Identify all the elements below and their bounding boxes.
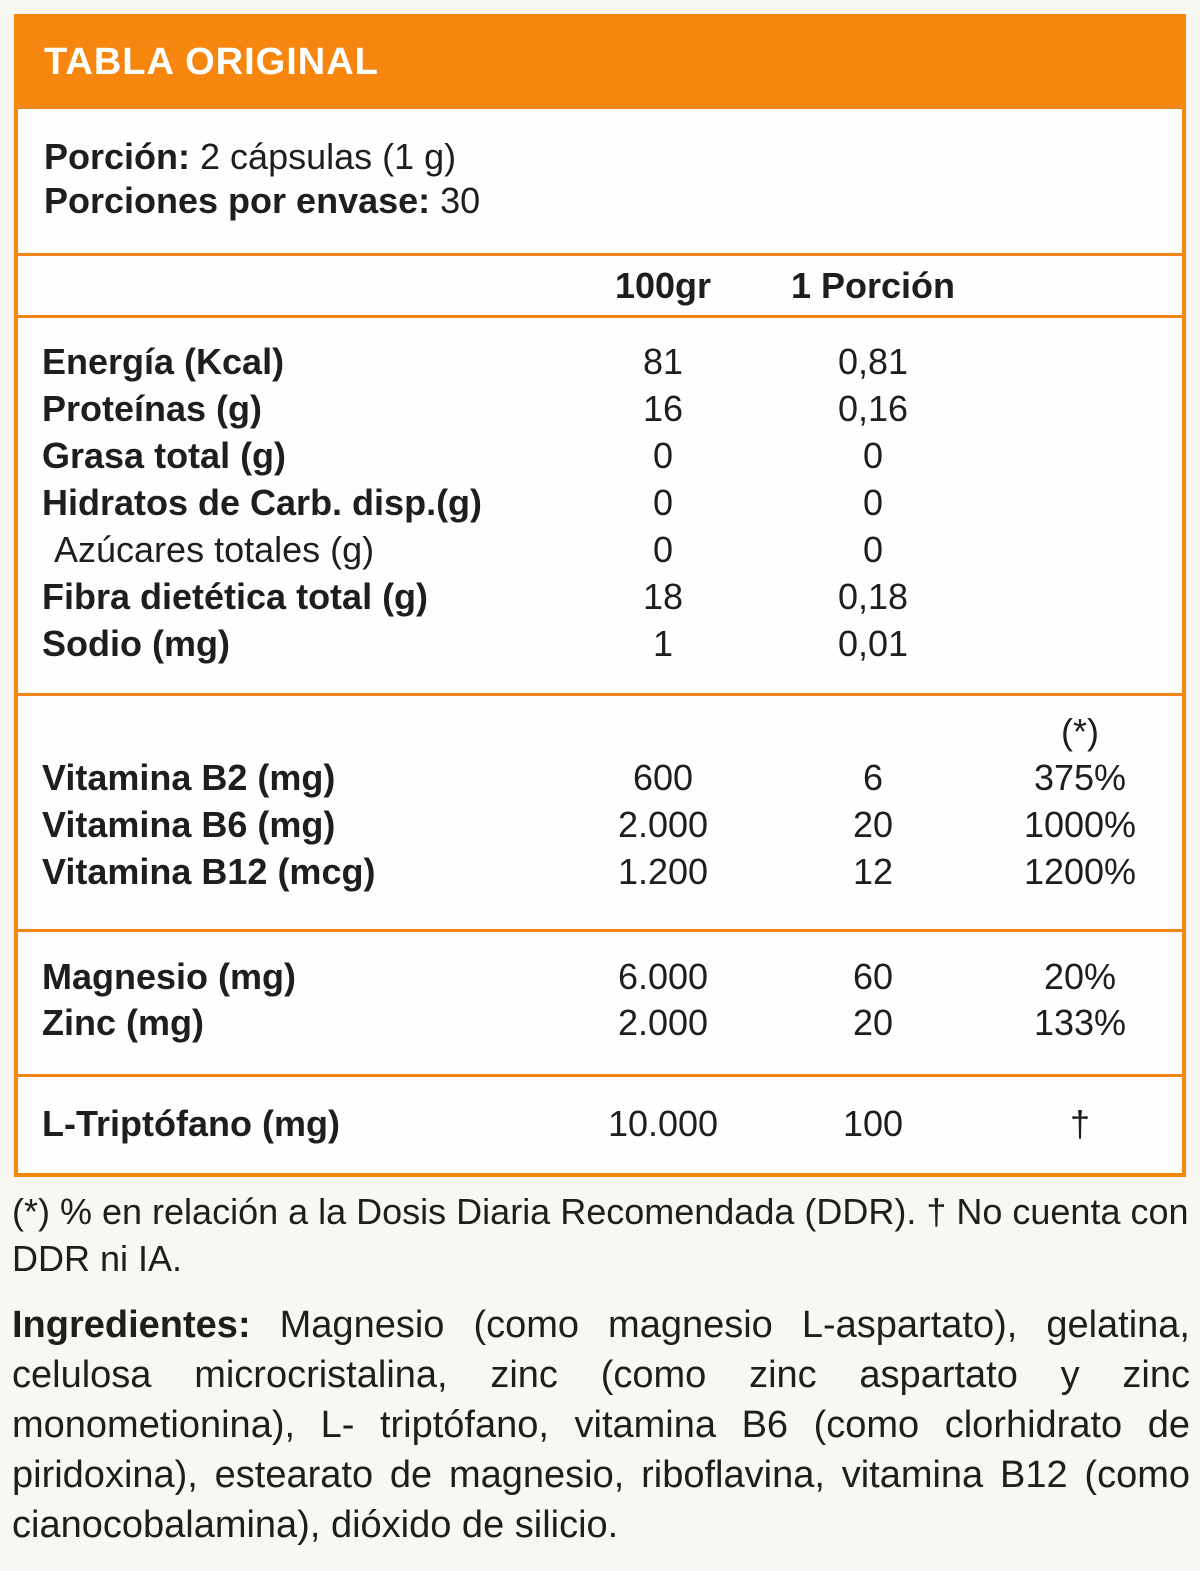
value-100g: 600: [632, 756, 694, 798]
ingredients-paragraph: [12, 1300, 1190, 1550]
value-percent: 133%: [1033, 1002, 1127, 1043]
column-header-portion: 1 Porción: [790, 264, 956, 306]
nutrient-label: Fibra dietética total (g): [42, 575, 429, 617]
vitamins-section: [18, 693, 1182, 929]
value-100g: 10.000: [607, 1103, 719, 1144]
value-percent: 1000%: [1023, 803, 1137, 845]
table-row: [18, 754, 1182, 801]
value-percent: 20%: [1043, 956, 1117, 997]
amino-section: [18, 1074, 1182, 1173]
amino-label: L-Triptófano (mg): [42, 1103, 340, 1144]
table-row: [18, 479, 1182, 526]
value-portion: 0,01: [837, 622, 909, 664]
nutrient-label: Proteínas (g): [42, 387, 263, 429]
value-portion: 0,18: [837, 575, 909, 617]
serving-section: [18, 106, 1182, 253]
nutrient-label: Sodio (mg): [42, 622, 230, 664]
nutrition-table: [14, 14, 1186, 1177]
vitamin-label: Vitamina B6 (mg): [42, 803, 336, 845]
value-percent: 1200%: [1023, 850, 1137, 892]
column-header-100g: 100gr: [614, 264, 712, 306]
servings-label: Porciones por envase:: [44, 180, 431, 221]
table-row: [18, 801, 1182, 848]
value-100g: 18: [642, 575, 684, 617]
table-row: [18, 573, 1182, 620]
value-portion: 12: [852, 850, 894, 892]
value-portion: 0: [862, 434, 884, 476]
value-100g: 2.000: [617, 1002, 709, 1043]
ddr-marker: (*): [1061, 711, 1099, 752]
servings-value: 30: [430, 180, 481, 221]
nutrient-label: Energía (Kcal): [42, 340, 285, 382]
value-100g: 6.000: [617, 956, 709, 997]
table-title-bar: [18, 18, 1182, 106]
value-portion: 0,81: [837, 340, 909, 382]
vitamin-label: Vitamina B12 (mcg): [42, 850, 376, 892]
ddr-marker-row: [18, 710, 1182, 754]
portion-value: 2 cápsulas (1 g): [190, 136, 457, 177]
table-title: TABLA ORIGINAL: [44, 40, 379, 83]
nutrient-label-sub: Azúcares totales (g): [54, 528, 375, 570]
table-row: [18, 620, 1182, 667]
portion-label: Porción:: [44, 136, 191, 177]
value-portion: 100: [842, 1103, 904, 1144]
ingredients-label: Ingredientes:: [12, 1304, 251, 1346]
value-portion: 20: [852, 803, 894, 845]
value-percent: 375%: [1033, 756, 1127, 798]
value-portion: 6: [862, 756, 884, 798]
vitamin-label: Vitamina B2 (mg): [42, 756, 336, 798]
value-100g: 0: [652, 528, 674, 570]
table-row: [18, 954, 1182, 1000]
nutrient-label: Hidratos de Carb. disp.(g): [42, 481, 483, 523]
table-row: [18, 1000, 1182, 1046]
mineral-label: Magnesio (mg): [42, 956, 297, 997]
nutrient-label: Grasa total (g): [42, 434, 287, 476]
table-row: [18, 526, 1182, 573]
value-100g: 2.000: [617, 803, 709, 845]
value-portion: 60: [852, 956, 894, 997]
value-portion: 20: [852, 1002, 894, 1043]
value-portion: 0,16: [837, 387, 909, 429]
servings-line: [44, 179, 1182, 223]
ddr-footnote: (*) % en relación a la Dosis Diaria Recomendada (DDR). † No cuenta con DDR ni IA.: [12, 1191, 1189, 1279]
value-100g: 81: [642, 340, 684, 382]
table-row: [18, 338, 1182, 385]
ingredients-text: Magnesio (como magnesio L-aspartato), gelatina, celulosa microcristalina, zinc (como zinc aspartato y zinc monometionina), L- triptófano, vitamina B6 (como clorhidrato de piridoxina), estearato de magnesio, riboflavina, vitamina B12 (como cianocobalamina), dióxido de silicio.: [12, 1304, 1190, 1546]
table-row: [18, 385, 1182, 432]
nutrients-section: [18, 315, 1182, 693]
value-100g: 1.200: [617, 850, 709, 892]
table-row: [18, 1101, 1182, 1147]
mineral-label: Zinc (mg): [42, 1002, 204, 1043]
value-100g: 0: [652, 434, 674, 476]
column-header-row: [18, 253, 1182, 315]
value-100g: 16: [642, 387, 684, 429]
table-row: [18, 848, 1182, 895]
value-100g: 1: [652, 622, 674, 664]
value-portion: 0: [862, 528, 884, 570]
minerals-section: [18, 929, 1182, 1074]
table-row: [18, 432, 1182, 479]
portion-line: [44, 135, 1182, 179]
dagger-symbol: †: [1069, 1103, 1091, 1144]
value-100g: 0: [652, 481, 674, 523]
value-portion: 0: [862, 481, 884, 523]
